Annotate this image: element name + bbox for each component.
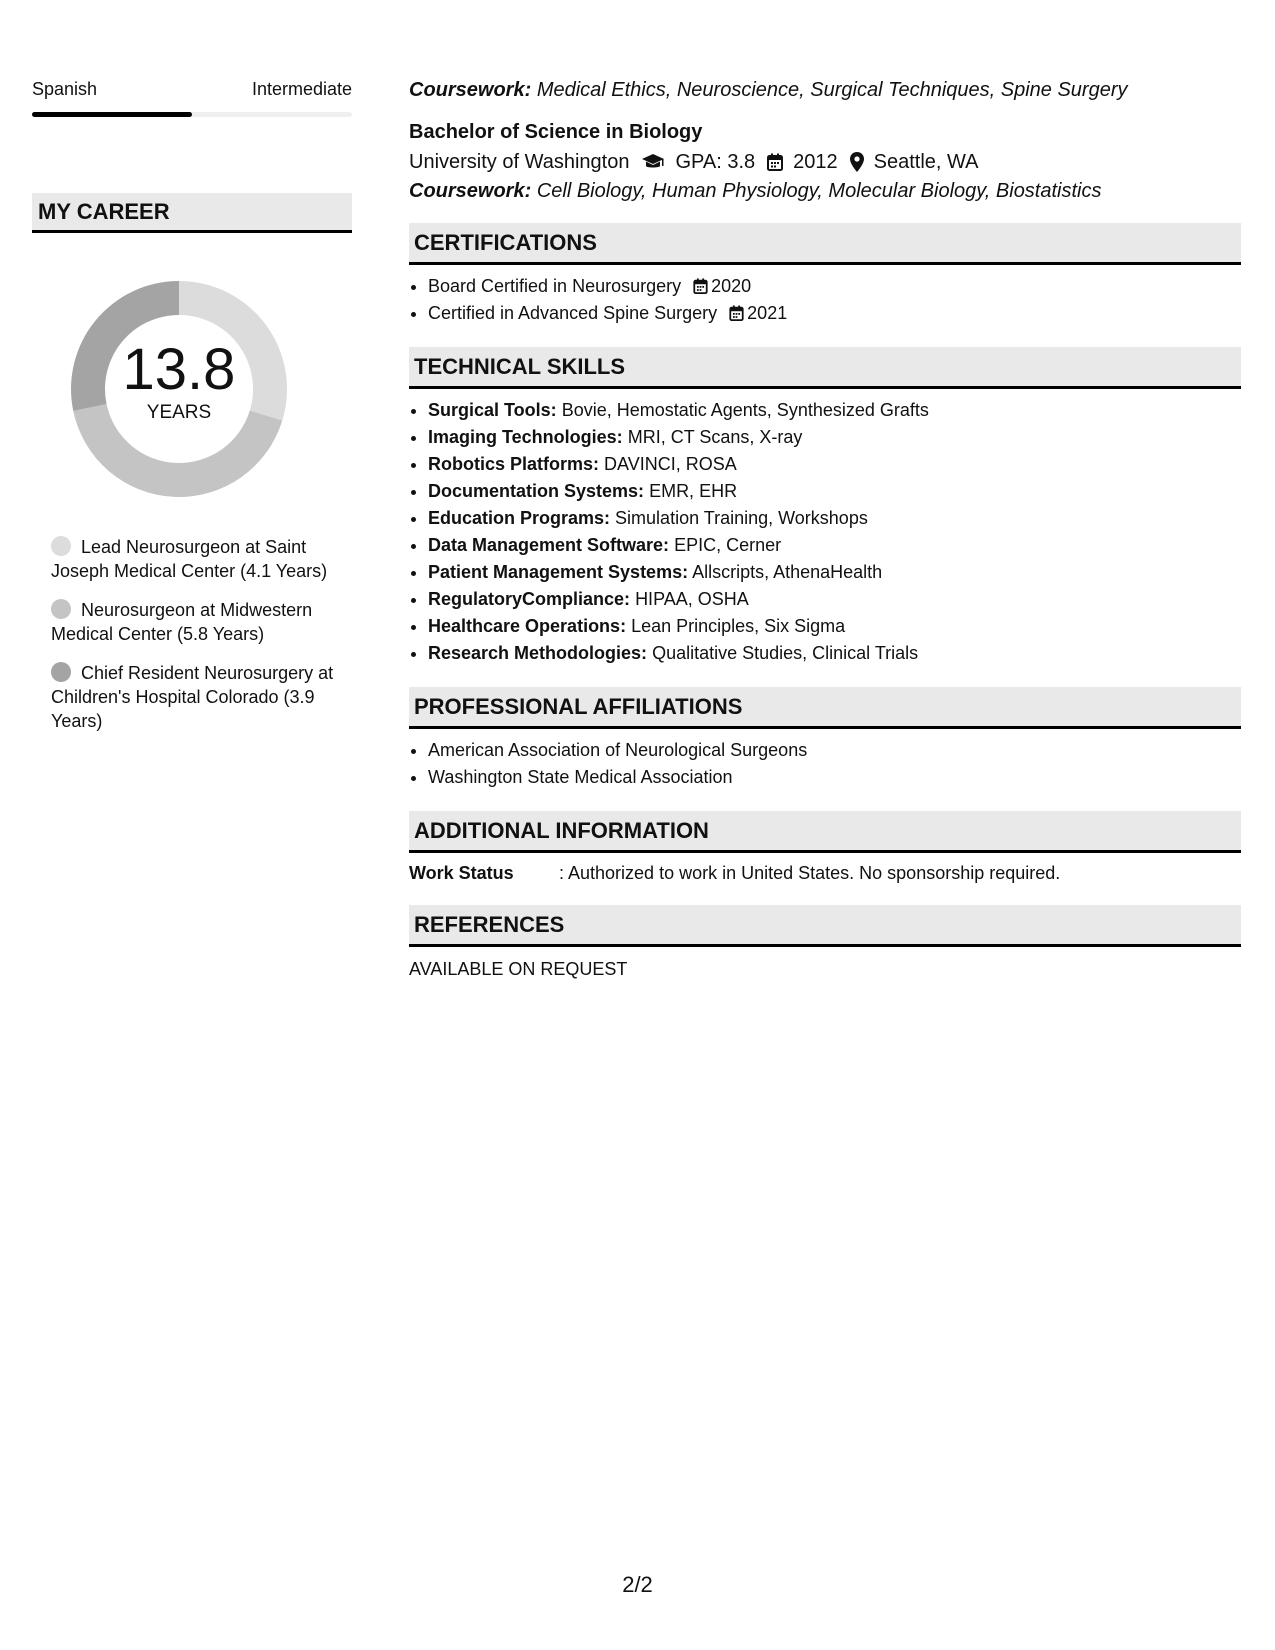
skill-value: EMR, EHR: [649, 481, 738, 501]
affiliation-item: • Washington State Medical Association: [428, 764, 1241, 791]
skill-item: [428, 478, 1241, 505]
skill-label: Patient Management Systems:: [428, 562, 689, 582]
certification-name: Certified in Advanced Spine Surgery: [428, 303, 718, 323]
additional-info-heading: ADDITIONAL INFORMATION: [409, 811, 1241, 853]
degree-meta: [409, 149, 1241, 175]
language-proficiency-fill: [32, 112, 192, 117]
certification-item: [428, 300, 1241, 327]
language-row: [32, 78, 352, 100]
coursework-text: Medical Ethics, Neuroscience, Surgical Techniques, Spine Surgery: [536, 79, 1128, 101]
skill-value: Allscripts, AthenaHealth: [692, 562, 883, 582]
skill-label: Robotics Platforms:: [428, 454, 600, 474]
legend-dot: [51, 662, 71, 682]
certifications-list: [409, 273, 1241, 327]
skill-value: Lean Principles, Six Sigma: [631, 616, 846, 636]
coursework-label: Coursework:: [409, 180, 532, 202]
skill-label: Healthcare Operations:: [428, 616, 627, 636]
school-location: Seattle, WA: [873, 151, 979, 173]
certification-name: Board Certified in Neurosurgery: [428, 276, 682, 296]
skill-item: [428, 586, 1241, 613]
work-status-row: [409, 861, 1241, 885]
certification-item: [428, 273, 1241, 300]
skill-item: [428, 613, 1241, 640]
career-years-unit: YEARS: [146, 402, 212, 423]
skill-label: Surgical Tools:: [428, 400, 557, 420]
calendar-icon: [729, 305, 744, 321]
skill-value: MRI, CT Scans, X-ray: [627, 427, 803, 447]
career-legend: [51, 535, 341, 733]
technical-skills-list: [409, 397, 1241, 667]
skill-item: [428, 640, 1241, 667]
legend-dot: [51, 536, 71, 556]
affiliations-list: [409, 737, 1241, 791]
degree-coursework: [409, 179, 1241, 203]
certifications-heading: CERTIFICATIONS: [409, 223, 1241, 265]
language-level: Intermediate: [251, 79, 352, 99]
skill-label: Documentation Systems:: [428, 481, 645, 501]
skill-value: HIPAA, OSHA: [635, 589, 749, 609]
references-text: AVAILABLE ON REQUEST: [409, 959, 628, 979]
donut-center: [67, 277, 291, 501]
skill-value: Simulation Training, Workshops: [615, 508, 868, 528]
coursework-text: Cell Biology, Human Physiology, Molecular Biology, Biostatistics: [536, 180, 1102, 202]
degree-title: Bachelor of Science in Biology: [409, 121, 703, 143]
page-number: 2/2: [622, 1572, 653, 1597]
coursework-label: Coursework:: [409, 79, 532, 101]
career-heading: MY CAREER: [32, 193, 352, 233]
graduation-year: 2012: [793, 151, 838, 173]
graduation-cap-icon: [641, 153, 665, 171]
career-role-label: Neurosurgeon at Midwestern Medical Center (5.8 Years): [51, 600, 313, 644]
skill-item: [428, 424, 1241, 451]
certification-year: 2021: [747, 303, 788, 323]
skill-item: [428, 532, 1241, 559]
certification-year: 2020: [711, 276, 752, 296]
skill-item: [428, 559, 1241, 586]
skill-value: DAVINCI, ROSA: [604, 454, 737, 474]
affiliations-heading: PROFESSIONAL AFFILIATIONS: [409, 687, 1241, 729]
skill-label: Imaging Technologies:: [428, 427, 623, 447]
references-heading: REFERENCES: [409, 905, 1241, 947]
skill-label: Education Programs:: [428, 508, 611, 528]
career-donut-chart: [67, 277, 291, 501]
location-pin-icon: [850, 152, 864, 172]
language-proficiency-bar: [32, 112, 352, 117]
skill-label: RegulatoryCompliance:: [428, 589, 631, 609]
calendar-icon: [693, 278, 708, 294]
skill-label: Research Methodologies:: [428, 643, 648, 663]
career-role-label: Lead Neurosurgeon at Saint Joseph Medical Center (4.1 Years): [51, 537, 328, 581]
right-column: [409, 78, 1241, 981]
work-status-value: : Authorized to work in United States. No sponsorship required.: [559, 863, 1061, 883]
legend-dot: [51, 599, 71, 619]
previous-coursework: [409, 78, 1241, 102]
language-name: Spanish: [32, 79, 98, 99]
calendar-icon: [767, 153, 783, 171]
gpa: GPA: 3.8: [675, 151, 756, 173]
career-legend-item: [51, 598, 341, 646]
left-column: [32, 78, 352, 748]
career-legend-item: [51, 661, 341, 733]
career-legend-item: [51, 535, 341, 583]
technical-skills-heading: TECHNICAL SKILLS: [409, 347, 1241, 389]
skill-item: [428, 505, 1241, 532]
skill-label: Data Management Software:: [428, 535, 670, 555]
skill-item: [428, 397, 1241, 424]
career-total-years: 13.8: [122, 337, 236, 402]
affiliation-item: • American Association of Neurological Surgeons: [428, 737, 1241, 764]
skill-value: Qualitative Studies, Clinical Trials: [652, 643, 919, 663]
skill-item: [428, 451, 1241, 478]
skill-value: Bovie, Hemostatic Agents, Synthesized Grafts: [561, 400, 929, 420]
work-status-label: Work Status: [409, 863, 514, 883]
school-name: University of Washington: [409, 151, 630, 173]
career-role-label: Chief Resident Neurosurgery at Children's Hospital Colorado (3.9 Years): [51, 663, 334, 731]
skill-value: EPIC, Cerner: [674, 535, 782, 555]
